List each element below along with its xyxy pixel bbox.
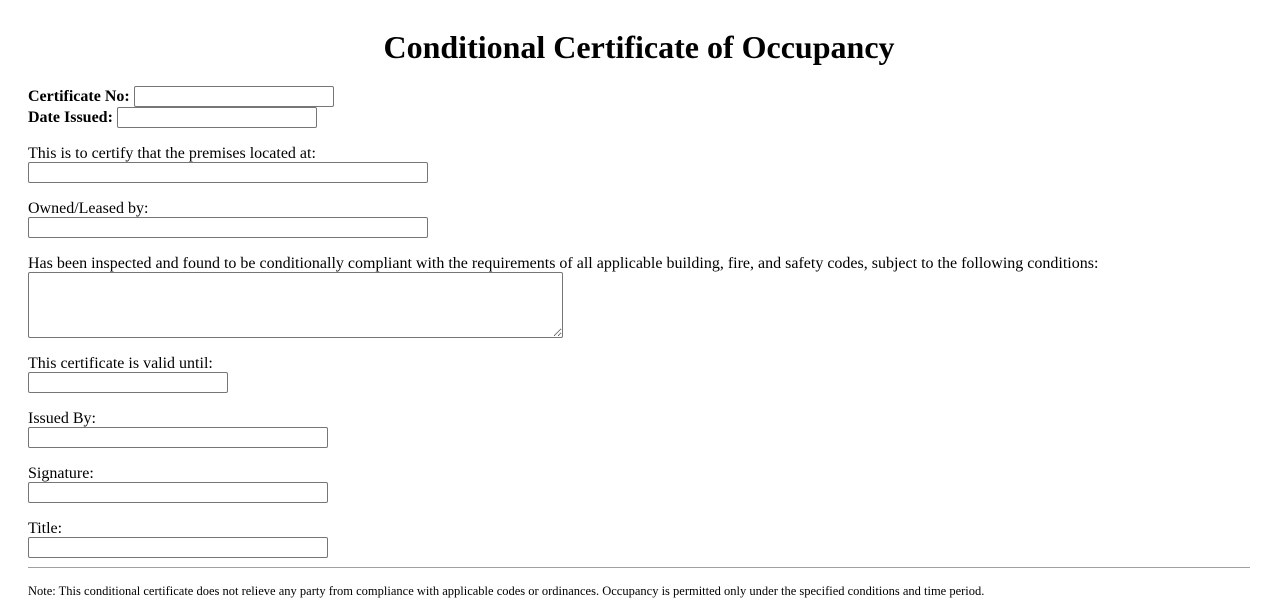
certificate-no-row: [28, 86, 334, 107]
valid-until-label: This certificate is valid until:: [28, 355, 213, 372]
valid-until-input[interactable]: [28, 372, 228, 393]
issued-by-label: Issued By:: [28, 410, 96, 427]
conditions-label: Has been inspected and found to be conditionally compliant with the requirements of all applicable building, fire, and safety codes, subject to the following conditions:: [28, 255, 1099, 272]
title-input[interactable]: [28, 537, 328, 558]
certificate-no-input[interactable]: [134, 86, 334, 107]
footer-note: Note: This conditional certificate does not relieve any party from compliance with applicable codes or ordinances. Occupancy is permitted only under the specified conditions and time period.: [28, 584, 985, 598]
owner-input[interactable]: [28, 217, 428, 238]
premises-label: This is to certify that the premises located at:: [28, 145, 316, 162]
certificate-no-label: Certificate No:: [28, 87, 130, 105]
premises-input[interactable]: [28, 162, 428, 183]
owner-label: Owned/Leased by:: [28, 200, 149, 217]
date-issued-label: Date Issued:: [28, 108, 113, 126]
title-label: Title:: [28, 520, 63, 537]
page-title: Conditional Certificate of Occupancy: [383, 29, 895, 65]
date-issued-input[interactable]: [117, 107, 317, 128]
signature-input[interactable]: [28, 482, 328, 503]
divider: [28, 567, 1250, 568]
date-issued-row: [28, 107, 317, 128]
issued-by-input[interactable]: [28, 427, 328, 448]
conditions-textarea[interactable]: [28, 272, 563, 338]
signature-label: Signature:: [28, 465, 94, 482]
